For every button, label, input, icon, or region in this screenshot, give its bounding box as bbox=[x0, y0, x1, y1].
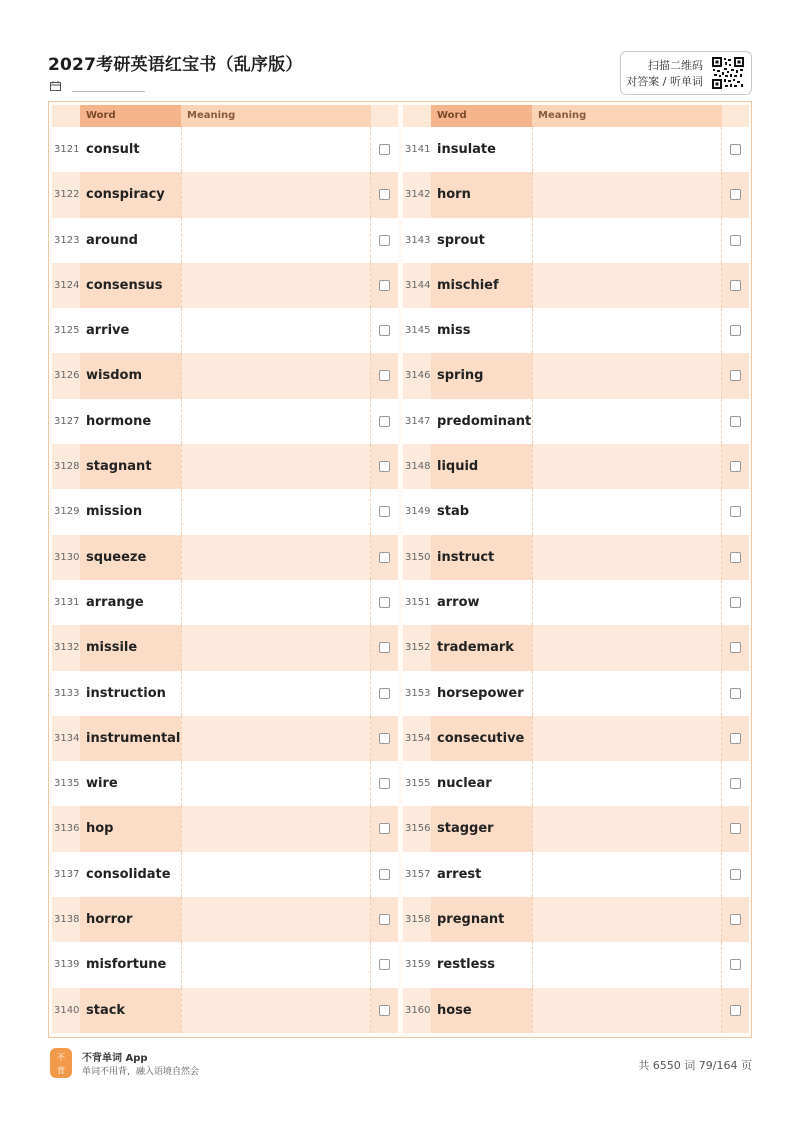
word-number: 3127 bbox=[54, 415, 80, 427]
word-number: 3138 bbox=[54, 914, 80, 926]
word-number: 3148 bbox=[405, 461, 431, 473]
word-cell: consensus bbox=[80, 263, 181, 308]
check-cell bbox=[371, 308, 398, 353]
check-cell bbox=[722, 942, 749, 987]
table-row bbox=[403, 353, 749, 398]
word-number: 3151 bbox=[405, 596, 431, 608]
word-number: 3145 bbox=[405, 325, 431, 337]
checkbox-icon[interactable] bbox=[379, 1005, 390, 1016]
number-header bbox=[403, 105, 431, 127]
meaning-cell[interactable] bbox=[181, 263, 371, 308]
table-row bbox=[52, 761, 398, 806]
word-number: 3121 bbox=[54, 144, 80, 155]
meaning-cell[interactable] bbox=[181, 308, 371, 353]
checkbox-icon[interactable] bbox=[379, 733, 390, 744]
meaning-cell[interactable] bbox=[181, 671, 371, 716]
check-cell bbox=[371, 761, 398, 806]
checkbox-icon[interactable] bbox=[379, 280, 390, 291]
checkbox-icon[interactable] bbox=[379, 642, 390, 653]
check-cell bbox=[722, 535, 749, 580]
checkbox-icon[interactable] bbox=[730, 823, 741, 834]
word-cell: sprout bbox=[431, 218, 532, 263]
word-number: 3131 bbox=[54, 596, 80, 608]
checkbox-icon[interactable] bbox=[730, 416, 741, 427]
calendar-icon bbox=[50, 81, 61, 91]
table-row bbox=[52, 263, 398, 308]
checkbox-icon[interactable] bbox=[730, 869, 741, 880]
check-cell bbox=[371, 263, 398, 308]
checkbox-icon[interactable] bbox=[730, 552, 741, 563]
check-cell bbox=[371, 671, 398, 716]
checkbox-icon[interactable] bbox=[730, 506, 741, 517]
check-cell bbox=[722, 625, 749, 670]
meaning-cell[interactable] bbox=[181, 353, 371, 398]
check-cell bbox=[722, 444, 749, 489]
word-number: 3155 bbox=[405, 778, 431, 790]
word-cell: misfortune bbox=[80, 942, 181, 987]
word-cell: trademark bbox=[431, 625, 532, 670]
word-cell: hop bbox=[80, 806, 181, 851]
word-cell: horror bbox=[80, 897, 181, 942]
word-number: 3158 bbox=[405, 914, 431, 926]
word-cell: consult bbox=[80, 127, 181, 172]
word-cell: consolidate bbox=[80, 852, 181, 897]
qr-panel[interactable] bbox=[620, 51, 752, 95]
word-cell: instruction bbox=[80, 671, 181, 716]
word-number: 3129 bbox=[54, 506, 80, 518]
word-number: 3139 bbox=[54, 959, 80, 971]
check-cell bbox=[371, 897, 398, 942]
check-cell bbox=[722, 580, 749, 625]
word-number: 3152 bbox=[405, 642, 431, 654]
check-cell bbox=[371, 625, 398, 670]
meaning-cell[interactable] bbox=[181, 127, 371, 172]
table-row bbox=[52, 444, 398, 489]
table-row bbox=[52, 172, 398, 217]
checkbox-icon[interactable] bbox=[379, 869, 390, 880]
meaning-cell[interactable] bbox=[181, 535, 371, 580]
word-cell: arrive bbox=[80, 308, 181, 353]
table-row bbox=[52, 399, 398, 444]
word-number: 3159 bbox=[405, 959, 431, 971]
word-cell: wisdom bbox=[80, 353, 181, 398]
checkbox-icon[interactable] bbox=[730, 597, 741, 608]
checkbox-icon[interactable] bbox=[379, 325, 390, 336]
checkbox-icon[interactable] bbox=[730, 642, 741, 653]
table-row bbox=[403, 535, 749, 580]
word-cell: horn bbox=[431, 172, 532, 217]
table-row bbox=[52, 716, 398, 761]
qr-caption-line1: 扫描二维码 bbox=[648, 59, 703, 72]
checkbox-icon[interactable] bbox=[730, 189, 741, 200]
table-header bbox=[403, 105, 749, 127]
meaning-cell[interactable] bbox=[532, 353, 722, 398]
word-number: 3140 bbox=[54, 1004, 80, 1016]
meaning-cell[interactable] bbox=[532, 172, 722, 217]
table-row bbox=[403, 218, 749, 263]
table-row bbox=[52, 897, 398, 942]
table-row bbox=[52, 580, 398, 625]
table-row bbox=[403, 489, 749, 534]
meaning-cell[interactable] bbox=[532, 716, 722, 761]
check-cell bbox=[371, 218, 398, 263]
table-row bbox=[403, 308, 749, 353]
word-number: 3146 bbox=[405, 370, 431, 382]
checkbox-icon[interactable] bbox=[379, 778, 390, 789]
word-cell: squeeze bbox=[80, 535, 181, 580]
check-cell bbox=[722, 399, 749, 444]
table-row bbox=[52, 942, 398, 987]
page-title: 2027考研英语红宝书（乱序版） bbox=[48, 55, 303, 75]
meaning-cell[interactable] bbox=[532, 761, 722, 806]
checkbox-icon[interactable] bbox=[379, 235, 390, 246]
table-row bbox=[403, 127, 749, 172]
meaning-cell[interactable] bbox=[181, 580, 371, 625]
word-number: 3156 bbox=[405, 823, 431, 835]
left-column bbox=[52, 105, 398, 1033]
word-header: Word bbox=[431, 105, 532, 127]
meaning-cell[interactable] bbox=[181, 716, 371, 761]
app-name: 不背单词 App bbox=[82, 1053, 148, 1064]
word-cell: nuclear bbox=[431, 761, 532, 806]
word-number: 3137 bbox=[54, 868, 80, 880]
table-row bbox=[52, 988, 398, 1033]
word-cell: mission bbox=[80, 489, 181, 534]
word-cell: pregnant bbox=[431, 897, 532, 942]
check-cell bbox=[371, 852, 398, 897]
meaning-cell[interactable] bbox=[532, 399, 722, 444]
check-cell bbox=[371, 489, 398, 534]
word-cell: restless bbox=[431, 942, 532, 987]
word-number: 3123 bbox=[54, 234, 80, 246]
checkbox-icon[interactable] bbox=[730, 778, 741, 789]
word-number: 3149 bbox=[405, 506, 431, 518]
check-cell bbox=[371, 172, 398, 217]
page-info: 共 6550 词 79/164 页 bbox=[638, 1059, 752, 1072]
word-cell: instruct bbox=[431, 535, 532, 580]
checkbox-icon[interactable] bbox=[379, 914, 390, 925]
word-number: 3157 bbox=[405, 868, 431, 880]
check-cell bbox=[371, 444, 398, 489]
table-row bbox=[403, 897, 749, 942]
table-row bbox=[52, 218, 398, 263]
table-row bbox=[403, 172, 749, 217]
table-row bbox=[403, 942, 749, 987]
checkbox-icon[interactable] bbox=[730, 1005, 741, 1016]
check-header bbox=[722, 105, 749, 127]
checkbox-icon[interactable] bbox=[379, 552, 390, 563]
word-number: 3153 bbox=[405, 687, 431, 699]
check-header bbox=[371, 105, 398, 127]
checkbox-icon[interactable] bbox=[730, 959, 741, 970]
check-cell bbox=[371, 988, 398, 1033]
checkbox-icon[interactable] bbox=[379, 597, 390, 608]
check-cell bbox=[371, 580, 398, 625]
meaning-cell[interactable] bbox=[181, 399, 371, 444]
word-cell: around bbox=[80, 218, 181, 263]
meaning-cell[interactable] bbox=[181, 444, 371, 489]
meaning-cell[interactable] bbox=[181, 988, 371, 1033]
checkbox-icon[interactable] bbox=[730, 325, 741, 336]
check-cell bbox=[722, 852, 749, 897]
meaning-cell[interactable] bbox=[532, 535, 722, 580]
word-cell: arrow bbox=[431, 580, 532, 625]
check-cell bbox=[722, 308, 749, 353]
check-cell bbox=[371, 353, 398, 398]
word-cell: hormone bbox=[80, 399, 181, 444]
table-row bbox=[52, 308, 398, 353]
meaning-cell[interactable] bbox=[532, 489, 722, 534]
table-row bbox=[403, 625, 749, 670]
word-cell: instrumental bbox=[80, 716, 181, 761]
word-number: 3142 bbox=[405, 189, 431, 201]
checkbox-icon[interactable] bbox=[379, 144, 390, 155]
word-number: 3128 bbox=[54, 461, 80, 473]
meaning-cell[interactable] bbox=[181, 761, 371, 806]
word-cell: liquid bbox=[431, 444, 532, 489]
checkbox-icon[interactable] bbox=[379, 823, 390, 834]
check-cell bbox=[722, 127, 749, 172]
qr-code-icon bbox=[711, 56, 745, 90]
word-cell: horsepower bbox=[431, 671, 532, 716]
check-cell bbox=[722, 218, 749, 263]
word-number: 3134 bbox=[54, 732, 80, 744]
check-cell bbox=[722, 489, 749, 534]
number-header bbox=[52, 105, 80, 127]
meaning-cell[interactable] bbox=[532, 218, 722, 263]
check-cell bbox=[722, 761, 749, 806]
word-number: 3125 bbox=[54, 325, 80, 337]
word-number: 3130 bbox=[54, 551, 80, 563]
check-cell bbox=[371, 535, 398, 580]
meaning-cell[interactable] bbox=[532, 263, 722, 308]
table-row bbox=[403, 399, 749, 444]
word-cell: stack bbox=[80, 988, 181, 1033]
checkbox-icon[interactable] bbox=[730, 144, 741, 155]
right-column bbox=[403, 105, 749, 1033]
table-row bbox=[52, 806, 398, 851]
meaning-cell[interactable] bbox=[532, 625, 722, 670]
meaning-cell[interactable] bbox=[532, 671, 722, 716]
meaning-header: Meaning bbox=[532, 105, 722, 127]
word-cell: stagger bbox=[431, 806, 532, 851]
word-number: 3143 bbox=[405, 234, 431, 246]
word-number: 3150 bbox=[405, 551, 431, 563]
table-row bbox=[403, 716, 749, 761]
meaning-cell[interactable] bbox=[181, 852, 371, 897]
checkbox-icon[interactable] bbox=[379, 461, 390, 472]
meaning-header: Meaning bbox=[181, 105, 371, 127]
table-row bbox=[52, 353, 398, 398]
qr-caption-line2: 对答案 / 听单词 bbox=[626, 75, 703, 88]
meaning-cell[interactable] bbox=[532, 127, 722, 172]
checkbox-icon[interactable] bbox=[379, 688, 390, 699]
word-number: 3160 bbox=[405, 1004, 431, 1016]
table-row bbox=[403, 761, 749, 806]
check-cell bbox=[371, 716, 398, 761]
checkbox-icon[interactable] bbox=[730, 461, 741, 472]
word-cell: consecutive bbox=[431, 716, 532, 761]
word-cell: hose bbox=[431, 988, 532, 1033]
word-cell: missile bbox=[80, 625, 181, 670]
table-row bbox=[52, 489, 398, 534]
word-cell: stagnant bbox=[80, 444, 181, 489]
check-cell bbox=[722, 988, 749, 1033]
table-row bbox=[403, 988, 749, 1033]
meaning-cell[interactable] bbox=[181, 625, 371, 670]
table-row bbox=[52, 671, 398, 716]
word-number: 3147 bbox=[405, 415, 431, 427]
check-cell bbox=[722, 671, 749, 716]
meaning-cell[interactable] bbox=[532, 942, 722, 987]
table-header bbox=[52, 105, 398, 127]
meaning-cell[interactable] bbox=[181, 218, 371, 263]
checkbox-icon[interactable] bbox=[730, 235, 741, 246]
checkbox-icon[interactable] bbox=[730, 914, 741, 925]
meaning-cell[interactable] bbox=[181, 172, 371, 217]
meaning-cell[interactable] bbox=[181, 806, 371, 851]
table-row bbox=[52, 535, 398, 580]
word-cell: predominant bbox=[431, 399, 532, 444]
table-row bbox=[403, 806, 749, 851]
app-logo bbox=[50, 1048, 72, 1078]
check-cell bbox=[722, 263, 749, 308]
checkbox-icon[interactable] bbox=[730, 370, 741, 381]
word-number: 3154 bbox=[405, 732, 431, 744]
word-number: 3133 bbox=[54, 687, 80, 699]
word-header: Word bbox=[80, 105, 181, 127]
word-cell: spring bbox=[431, 353, 532, 398]
check-cell bbox=[371, 127, 398, 172]
checkbox-icon[interactable] bbox=[730, 280, 741, 291]
checkbox-icon[interactable] bbox=[730, 688, 741, 699]
check-cell bbox=[722, 353, 749, 398]
meaning-cell[interactable] bbox=[532, 444, 722, 489]
word-number: 3136 bbox=[54, 823, 80, 835]
app-slogan: 单词不用背，融入语境自然会 bbox=[82, 1067, 200, 1077]
table-row bbox=[403, 580, 749, 625]
word-number: 3126 bbox=[54, 370, 80, 382]
meaning-cell[interactable] bbox=[532, 852, 722, 897]
table-row bbox=[403, 444, 749, 489]
table-row bbox=[403, 671, 749, 716]
meaning-cell[interactable] bbox=[181, 489, 371, 534]
check-cell bbox=[722, 716, 749, 761]
word-cell: miss bbox=[431, 308, 532, 353]
word-number: 3122 bbox=[54, 189, 80, 201]
check-cell bbox=[371, 942, 398, 987]
table-row bbox=[52, 852, 398, 897]
meaning-cell[interactable] bbox=[532, 308, 722, 353]
meaning-cell[interactable] bbox=[532, 897, 722, 942]
word-cell: arrange bbox=[80, 580, 181, 625]
checkbox-icon[interactable] bbox=[379, 370, 390, 381]
check-cell bbox=[722, 806, 749, 851]
check-cell bbox=[722, 897, 749, 942]
table-row bbox=[403, 852, 749, 897]
checkbox-icon[interactable] bbox=[730, 733, 741, 744]
checkbox-icon[interactable] bbox=[379, 416, 390, 427]
word-number: 3141 bbox=[405, 144, 431, 155]
word-cell: stab bbox=[431, 489, 532, 534]
checkbox-icon[interactable] bbox=[379, 506, 390, 517]
word-number: 3144 bbox=[405, 279, 431, 291]
word-cell: wire bbox=[80, 761, 181, 806]
word-cell: arrest bbox=[431, 852, 532, 897]
meaning-cell[interactable] bbox=[532, 988, 722, 1033]
meaning-cell[interactable] bbox=[181, 897, 371, 942]
date-field[interactable] bbox=[72, 91, 145, 92]
word-number: 3132 bbox=[54, 642, 80, 654]
table-row bbox=[52, 127, 398, 172]
word-number: 3135 bbox=[54, 778, 80, 790]
meaning-cell[interactable] bbox=[532, 806, 722, 851]
meaning-cell[interactable] bbox=[181, 942, 371, 987]
word-number: 3124 bbox=[54, 279, 80, 291]
meaning-cell[interactable] bbox=[532, 580, 722, 625]
app-logo-text-top: 不 bbox=[57, 1053, 65, 1062]
word-cell: mischief bbox=[431, 263, 532, 308]
app-logo-text-bottom: 背 bbox=[57, 1066, 65, 1075]
word-cell: conspiracy bbox=[80, 172, 181, 217]
check-cell bbox=[371, 806, 398, 851]
word-cell: insulate bbox=[431, 127, 532, 172]
table-row bbox=[52, 625, 398, 670]
check-cell bbox=[371, 399, 398, 444]
checkbox-icon[interactable] bbox=[379, 959, 390, 970]
check-cell bbox=[722, 172, 749, 217]
table-row bbox=[403, 263, 749, 308]
checkbox-icon[interactable] bbox=[379, 189, 390, 200]
